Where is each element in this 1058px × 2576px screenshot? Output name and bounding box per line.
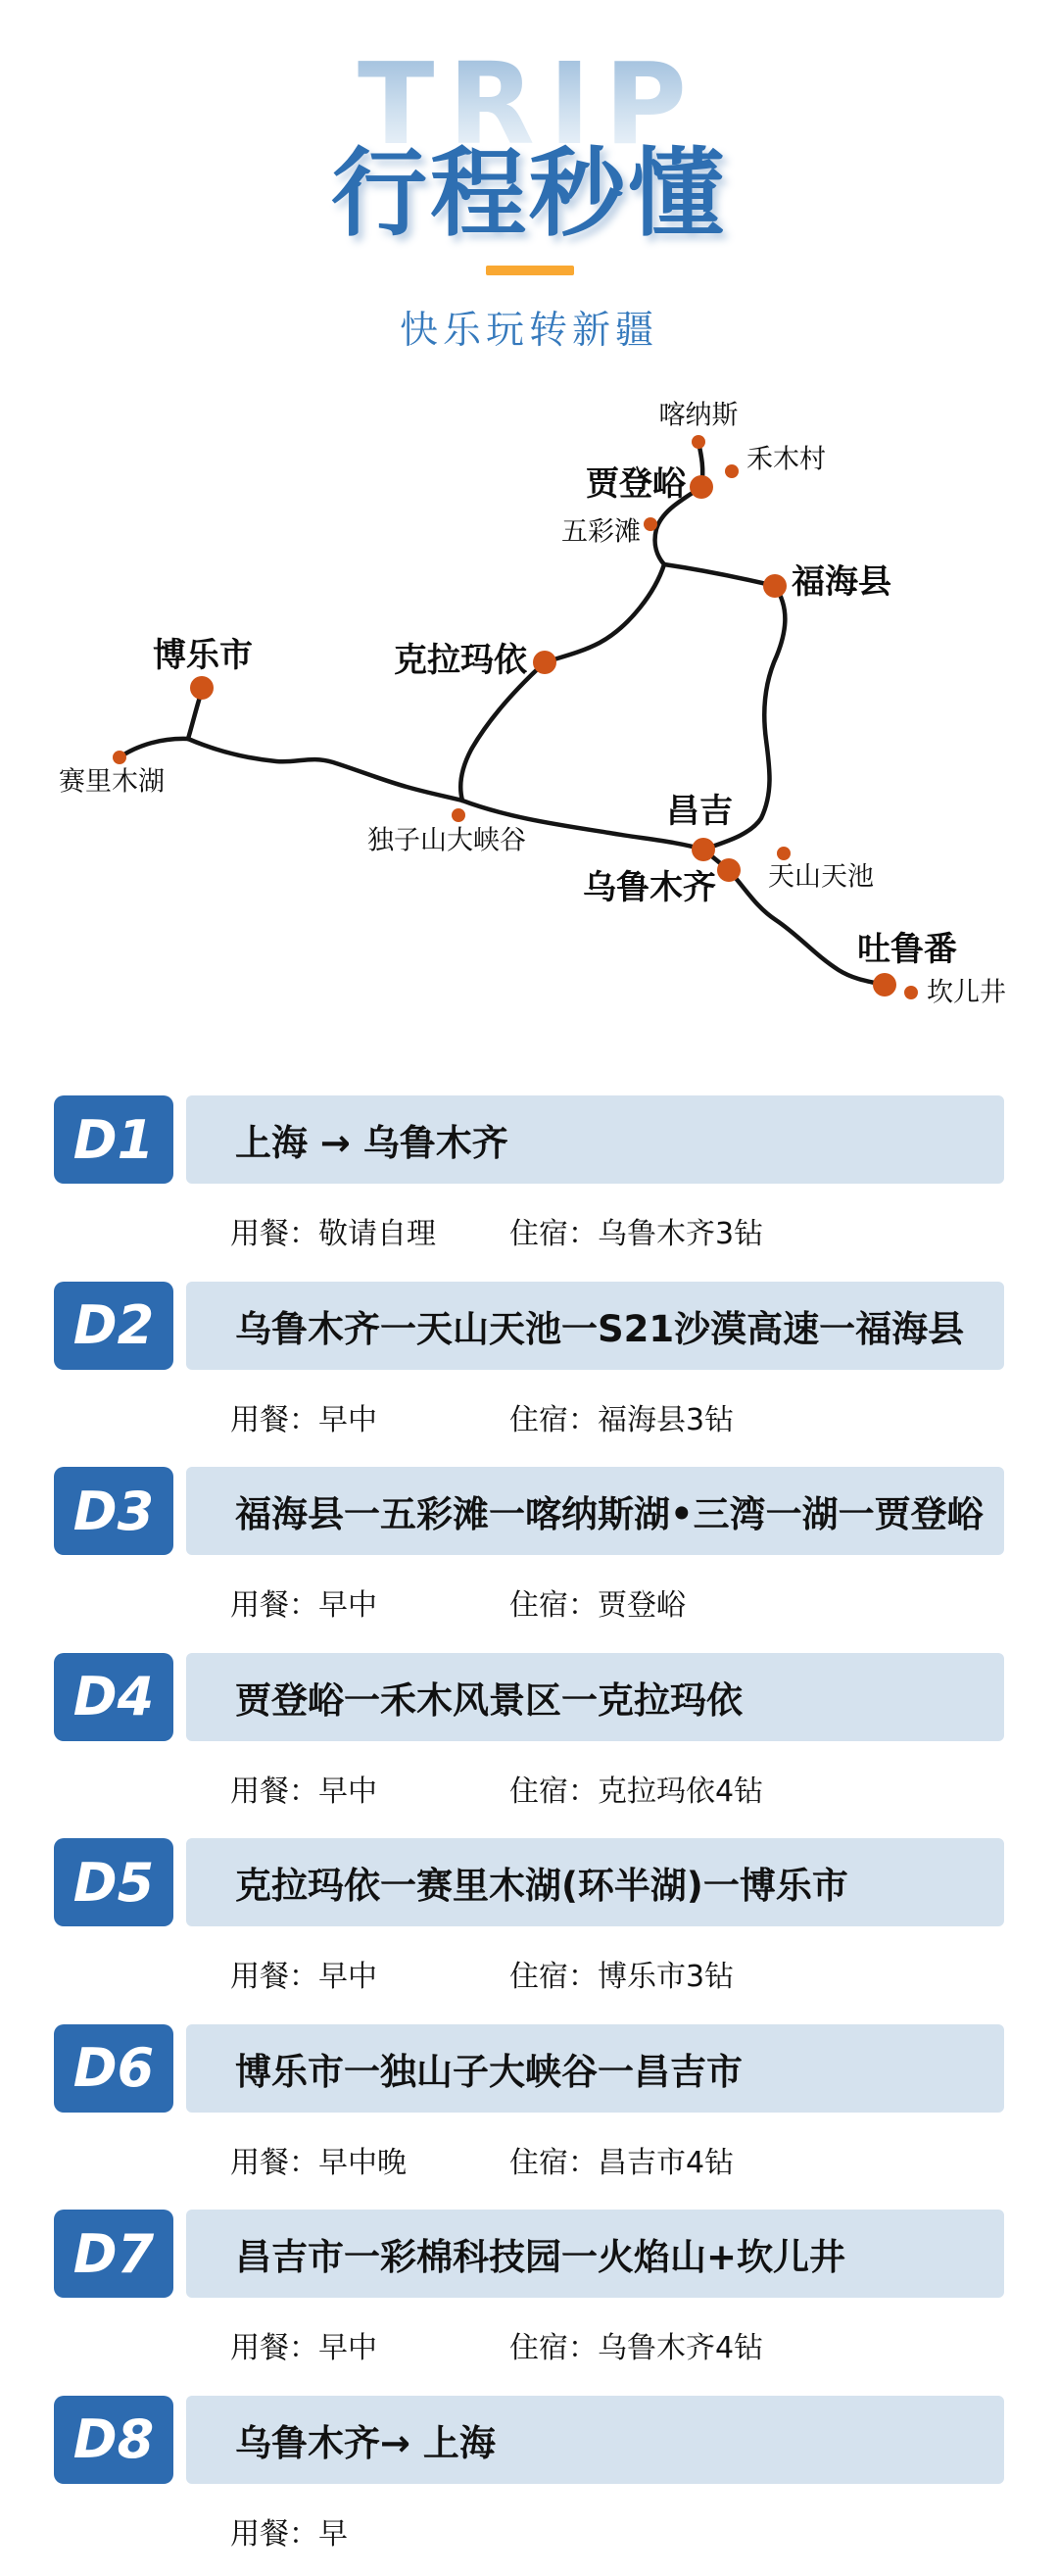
day-meal xyxy=(230,1209,436,1252)
route-sailimu-junction xyxy=(120,739,188,757)
map-dot-fuhai xyxy=(763,574,787,598)
meal-value: 早 xyxy=(318,2516,348,2552)
day-block-2 xyxy=(0,1282,1058,1468)
map-dot-hemu xyxy=(725,464,739,478)
day-badge: D2 xyxy=(54,1282,173,1370)
day-meal xyxy=(230,2509,348,2552)
day-block-3 xyxy=(0,1467,1058,1653)
map-dot-tianshan xyxy=(777,847,791,860)
map-dot-kelamayi xyxy=(533,651,556,674)
route-junction-kelamayi xyxy=(545,564,664,662)
meal-value: 早中 xyxy=(318,1960,377,1994)
map-dot-tulufan xyxy=(873,973,896,996)
day-badge: D7 xyxy=(54,2210,173,2298)
lodging-value: 克拉玛依4钻 xyxy=(598,1774,764,1809)
lodging-value: 贾登峪 xyxy=(598,1588,686,1623)
day-route-bar xyxy=(186,1653,1004,1741)
day-block-1 xyxy=(0,1095,1058,1282)
day-block-8 xyxy=(0,2396,1058,2576)
map-dot-duzishan xyxy=(452,808,465,822)
day-route-bar xyxy=(186,2210,1004,2298)
map-label-sailimu: 赛里木湖 xyxy=(59,766,165,798)
day-badge: D6 xyxy=(54,2024,173,2113)
day-badge: D5 xyxy=(54,1838,173,1926)
map-label-kanerjing: 坎儿井 xyxy=(927,977,1006,1008)
lodging-label: 住宿： xyxy=(509,1960,598,1994)
page-title: 行程秒懂 xyxy=(330,138,727,250)
map-dot-kanerjing xyxy=(904,986,918,999)
map-dot-kanas xyxy=(692,435,705,449)
day-block-5 xyxy=(0,1838,1058,2024)
trip-watermark: TRIP xyxy=(0,49,1058,162)
lodging-label: 住宿： xyxy=(509,1774,598,1809)
day-block-4 xyxy=(0,1653,1058,1839)
day-lodging xyxy=(509,1395,734,1438)
meal-label: 用餐： xyxy=(230,2516,318,2552)
lodging-label: 住宿： xyxy=(509,2331,598,2365)
day-block-6 xyxy=(0,2024,1058,2211)
map-dot-changji xyxy=(692,838,715,861)
map-label-bole: 博乐市 xyxy=(153,636,253,675)
day-lodging xyxy=(509,2323,763,2366)
day-badge: D1 xyxy=(54,1095,173,1184)
day-badge: D3 xyxy=(54,1467,173,1555)
map-dot-sailimu xyxy=(113,751,126,764)
map-dot-bole xyxy=(190,676,214,700)
lodging-label: 住宿： xyxy=(509,1402,598,1437)
meal-label: 用餐： xyxy=(230,2331,318,2365)
meal-value: 早中 xyxy=(318,1774,377,1809)
map-label-wucaitan: 五彩滩 xyxy=(561,516,641,548)
lodging-label: 住宿： xyxy=(509,1217,598,1251)
map-label-wulumuqi: 乌鲁木齐 xyxy=(583,868,716,907)
meal-value: 早中 xyxy=(318,2331,377,2365)
day-badge: D4 xyxy=(54,1653,173,1741)
day-route-bar xyxy=(186,1282,1004,1370)
day-lodging xyxy=(509,1767,763,1810)
map-label-tianshan: 天山天池 xyxy=(768,861,874,893)
day-block-7 xyxy=(0,2210,1058,2396)
day-route-title: 福海县一五彩滩一喀纳斯湖•三湾一湖一贾登峪 xyxy=(235,1493,984,1535)
lodging-label: 住宿： xyxy=(509,2145,598,2180)
day-route-bar xyxy=(186,2396,1004,2484)
lodging-value: 乌鲁木齐3钻 xyxy=(598,1217,764,1251)
day-route-bar xyxy=(186,1095,1004,1184)
day-meal xyxy=(230,2138,407,2181)
day-route-title: 昌吉市一彩棉科技园一火焰山+坎儿井 xyxy=(235,2236,846,2278)
lodging-label: 住宿： xyxy=(509,1588,598,1623)
day-route-bar xyxy=(186,2024,1004,2113)
title-underline xyxy=(486,266,574,275)
day-meal xyxy=(230,1395,377,1438)
meal-label: 用餐： xyxy=(230,1217,318,1251)
day-meal xyxy=(230,2323,377,2366)
map-dot-jiadengyu xyxy=(690,475,713,499)
map-label-changji: 昌吉 xyxy=(666,792,733,831)
day-meal xyxy=(230,1952,377,1995)
lodging-value: 乌鲁木齐4钻 xyxy=(598,2331,764,2365)
map-dot-wucaitan xyxy=(644,517,657,531)
meal-label: 用餐： xyxy=(230,2145,318,2180)
day-lodging xyxy=(509,1952,734,1995)
lodging-value: 福海县3钻 xyxy=(598,1402,735,1437)
day-route-title: 贾登峪一禾木风景区一克拉玛依 xyxy=(235,1678,743,1722)
day-route-title: 乌鲁木齐一天山天池一S21沙漠高速一福海县 xyxy=(235,1307,965,1350)
map-label-tulufan: 吐鲁番 xyxy=(857,930,957,969)
meal-value: 敬请自理 xyxy=(318,1217,436,1251)
lodging-value: 博乐市3钻 xyxy=(598,1960,735,1994)
day-route-title: 克拉玛依一赛里木湖(环半湖)一博乐市 xyxy=(235,1865,848,1907)
meal-label: 用餐： xyxy=(230,1402,318,1437)
day-list xyxy=(0,1095,1058,2576)
map-label-jiadengyu: 贾登峪 xyxy=(586,464,686,504)
route-map xyxy=(0,372,1058,1039)
map-label-hemu: 禾木村 xyxy=(746,444,826,475)
map-label-kelamayi: 克拉玛依 xyxy=(394,641,527,680)
day-route-title: 乌鲁木齐→ 上海 xyxy=(235,2421,496,2464)
day-route-title: 上海 → 乌鲁木齐 xyxy=(235,1122,508,1164)
day-meal xyxy=(230,1580,377,1624)
map-dot-wulumuqi xyxy=(717,858,741,882)
day-badge: D8 xyxy=(54,2396,173,2484)
day-lodging xyxy=(509,2138,734,2181)
day-lodging xyxy=(509,1580,686,1624)
lodging-value: 昌吉市4钻 xyxy=(598,2145,735,2180)
route-junction-fuhai xyxy=(664,564,775,586)
map-label-fuhai: 福海县 xyxy=(792,562,891,602)
meal-label: 用餐： xyxy=(230,1588,318,1623)
meal-value: 早中晚 xyxy=(318,2145,407,2180)
day-route-bar xyxy=(186,1467,1004,1555)
meal-value: 早中 xyxy=(318,1402,377,1437)
map-label-kanas: 喀纳斯 xyxy=(658,400,739,431)
route-west-east xyxy=(188,739,462,801)
day-lodging xyxy=(509,1209,763,1252)
day-route-title: 博乐市一独山子大峡谷一昌吉市 xyxy=(235,2050,743,2093)
meal-value: 早中 xyxy=(318,1588,377,1623)
meal-label: 用餐： xyxy=(230,1774,318,1809)
meal-label: 用餐： xyxy=(230,1960,318,1994)
page-subtitle: 快乐玩转新疆 xyxy=(399,309,658,353)
day-meal xyxy=(230,1767,377,1810)
route-kelamayi-junction xyxy=(460,662,545,801)
map-label-duzishan: 独子山大峡谷 xyxy=(367,825,526,856)
day-route-bar xyxy=(186,1838,1004,1926)
